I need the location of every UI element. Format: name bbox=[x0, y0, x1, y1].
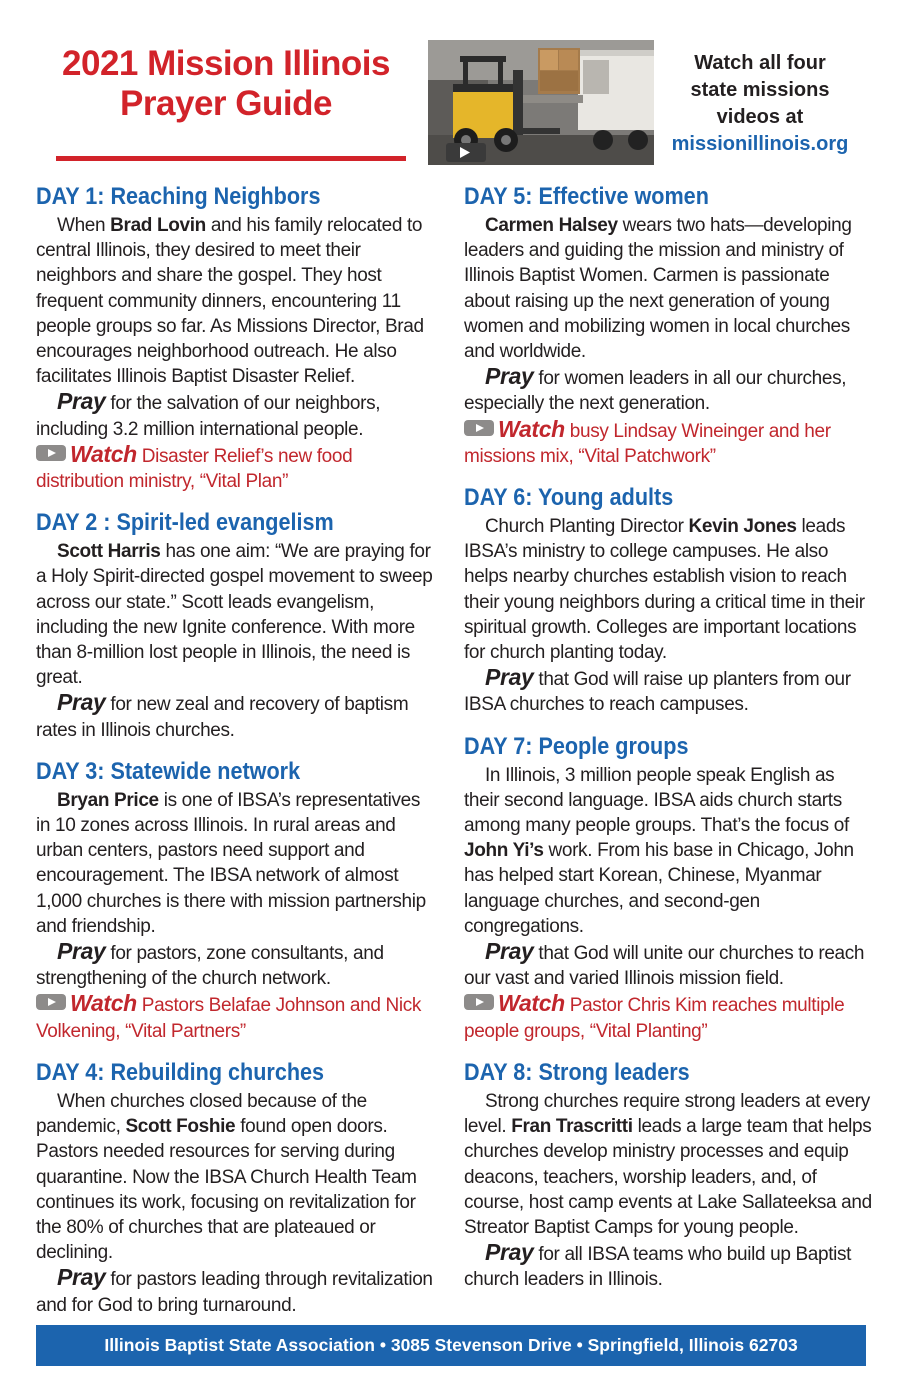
watch-text: Pastor Chris Kim reaches multiple people groups, “Vital Planting” bbox=[464, 995, 845, 1042]
day-section bbox=[464, 483, 874, 718]
right-column bbox=[464, 182, 874, 1307]
title-divider bbox=[56, 156, 406, 161]
pray-label: Pray bbox=[485, 664, 534, 691]
person-name: Carmen Halsey bbox=[485, 215, 618, 236]
pray-line bbox=[36, 389, 434, 441]
pray-text: for all IBSA teams who build up Baptist church leaders in Illinois. bbox=[464, 1244, 852, 1291]
pray-label: Pray bbox=[57, 938, 106, 965]
day-section bbox=[464, 732, 874, 1044]
video-play-icon bbox=[464, 994, 494, 1010]
person-name: Fran Trascritti bbox=[511, 1116, 633, 1138]
day-description bbox=[464, 763, 874, 939]
video-play-icon bbox=[36, 994, 66, 1010]
watch-all-line-1: Watch all four bbox=[694, 52, 826, 74]
footer-address-bar: Illinois Baptist State Association • 3085 Stevenson Drive • Springfield, Illinois 62703 bbox=[36, 1325, 866, 1366]
person-name: Bryan Price bbox=[57, 789, 159, 811]
day-section bbox=[36, 182, 434, 494]
pray-line bbox=[36, 690, 434, 742]
video-play-icon bbox=[36, 445, 66, 461]
person-name: John Yi’s bbox=[464, 840, 544, 862]
day-section bbox=[36, 508, 434, 743]
watch-label: Watch bbox=[70, 440, 137, 467]
day-heading: DAY 8: Strong leaders bbox=[464, 1058, 690, 1086]
pray-label: Pray bbox=[485, 1239, 534, 1266]
day-description bbox=[464, 213, 874, 364]
pray-line bbox=[36, 939, 434, 991]
day-section bbox=[36, 757, 434, 1044]
body-text: has one aim: “We are praying for a Holy Spirit-directed gospel movement to sweep across our state.” Scott leads evangelism, including the new Ignite conference. With more than 8-million lost people in Illinois, the need is great. bbox=[36, 541, 433, 689]
day-description bbox=[36, 539, 434, 690]
title-line-1: 2021 Mission Illinois bbox=[62, 44, 390, 83]
body-text: Strong churches require strong leaders at every level. bbox=[464, 1090, 870, 1138]
body-text: found open doors. Pastors needed resources for serving during quarantine. Now the IBSA Church Health Team continues its work, focusing on revitalization for the 80% of churches that are plateaued or declining. bbox=[36, 1116, 417, 1264]
day-description bbox=[36, 213, 434, 389]
body-text: is one of IBSA’s representatives in 10 zones across Illinois. In rural areas and urban centers, pastors need support and encouragement. The IBSA network of almost 1,000 churches is there with mission partnership and friendship. bbox=[36, 789, 426, 937]
pray-text: for the salvation of our neighbors, including 3.2 million international people. bbox=[36, 393, 381, 440]
pray-label: Pray bbox=[57, 388, 106, 415]
day-description bbox=[36, 1089, 434, 1265]
day-description bbox=[36, 788, 434, 939]
watch-text: busy Lindsay Wineinger and her missions mix, “Vital Patchwork” bbox=[464, 420, 831, 467]
watch-text: Pastors Belafae Johnson and Nick Volkening, “Vital Partners” bbox=[36, 995, 422, 1042]
day-heading: DAY 5: Effective women bbox=[464, 183, 709, 210]
body-text: leads IBSA’s ministry to college campuses. He also helps nearby churches establish vision to reach their young neighbors during a critical time in their spiritual growth. Colleges are important locations for church planting today. bbox=[464, 516, 865, 664]
day-heading: DAY 4: Rebuilding churches bbox=[36, 1058, 325, 1086]
watch-link[interactable] bbox=[464, 417, 874, 469]
body-text: leads a large team that helps churches develop ministry processes and equip deacons, teachers, worship leaders, and, of course, host camp events at Lake Sallateeksa and Streator Baptist Camps for young people. bbox=[464, 1116, 872, 1238]
day-section bbox=[36, 1058, 434, 1318]
day-section bbox=[464, 1058, 874, 1293]
pray-label: Pray bbox=[57, 1264, 106, 1291]
pray-label: Pray bbox=[485, 363, 534, 390]
day-heading: DAY 6: Young adults bbox=[464, 484, 674, 512]
body-text: wears two hats—developing leaders and guiding the mission and ministry of Illinois Baptist Women. Carmen is passionate about raising up the next generation of young women and mobilizing women in local churches and worldwide. bbox=[464, 215, 852, 363]
body-text: In Illinois, 3 million people speak English as their second language. IBSA aids church starts among many people groups. That’s the focus of bbox=[464, 764, 849, 837]
video-thumbnail[interactable] bbox=[428, 40, 654, 165]
person-name: Brad Lovin bbox=[110, 215, 206, 236]
left-column bbox=[36, 182, 434, 1332]
warehouse-forklift-photo bbox=[428, 40, 654, 165]
pray-line bbox=[464, 939, 874, 991]
watch-all-line-2: state missions bbox=[690, 79, 830, 101]
watch-label: Watch bbox=[70, 990, 137, 1017]
pray-text: that God will raise up planters from our IBSA churches to reach campuses. bbox=[464, 669, 851, 716]
watch-link[interactable] bbox=[36, 442, 434, 494]
day-section bbox=[464, 182, 874, 469]
person-name: Kevin Jones bbox=[688, 516, 797, 538]
pray-label: Pray bbox=[57, 689, 106, 716]
watch-label: Watch bbox=[498, 415, 565, 442]
person-name: Scott Harris bbox=[57, 541, 161, 563]
pray-line bbox=[36, 1265, 434, 1317]
pray-text: for pastors leading through revitalization and for God to bring turnaround. bbox=[36, 1269, 433, 1316]
title-line-2: Prayer Guide bbox=[120, 84, 332, 123]
watch-link[interactable] bbox=[36, 991, 434, 1043]
pray-line bbox=[464, 364, 874, 416]
body-text: Church Planting Director bbox=[485, 516, 689, 538]
pray-line bbox=[464, 665, 874, 717]
body-text: work. From his base in Chicago, John has helped start Korean, Chinese, Myanmar language churches, and second-gen congregations. bbox=[464, 840, 854, 937]
watch-label: Watch bbox=[498, 990, 565, 1017]
day-heading: DAY 2 : Spirit-led evangelism bbox=[36, 509, 334, 537]
pray-text: for women leaders in all our churches, especially the next generation. bbox=[464, 368, 847, 415]
day-description bbox=[464, 1089, 874, 1240]
day-description bbox=[464, 514, 874, 665]
watch-all-note bbox=[660, 50, 860, 158]
watch-all-line-3: videos at bbox=[716, 106, 804, 128]
video-play-icon bbox=[464, 420, 494, 436]
body-text: When churches closed because of the pandemic, bbox=[36, 1090, 367, 1138]
pray-label: Pray bbox=[485, 938, 534, 965]
person-name: Scott Foshie bbox=[125, 1116, 236, 1138]
pray-line bbox=[464, 1240, 874, 1292]
watch-link[interactable] bbox=[464, 991, 874, 1043]
pray-text: that God will unite our churches to reach our vast and varied Illinois mission field. bbox=[464, 943, 865, 990]
watch-text: Disaster Relief’s new food distribution ministry, “Vital Plan” bbox=[36, 445, 353, 493]
day-heading: DAY 7: People groups bbox=[464, 732, 689, 760]
day-heading: DAY 3: Statewide network bbox=[36, 757, 301, 785]
page-title bbox=[30, 44, 422, 124]
body-text: and his family relocated to central Illinois, they desired to meet their neighbors and share the gospel. They host frequent community dinners, encountering 11 people groups so far. As Missions Director, Brad encourages neighborhood outreach. He also facilitates Illinois Baptist Disaster Relief. bbox=[36, 215, 424, 388]
pray-text: for pastors, zone consultants, and strengthening of the church network. bbox=[36, 943, 384, 990]
day-heading: DAY 1: Reaching Neighbors bbox=[36, 183, 321, 210]
missionillinois-link[interactable]: missionillinois.org bbox=[671, 133, 849, 155]
pray-text: for new zeal and recovery of baptism rates in Illinois churches. bbox=[36, 694, 409, 741]
body-text: When bbox=[57, 215, 111, 236]
